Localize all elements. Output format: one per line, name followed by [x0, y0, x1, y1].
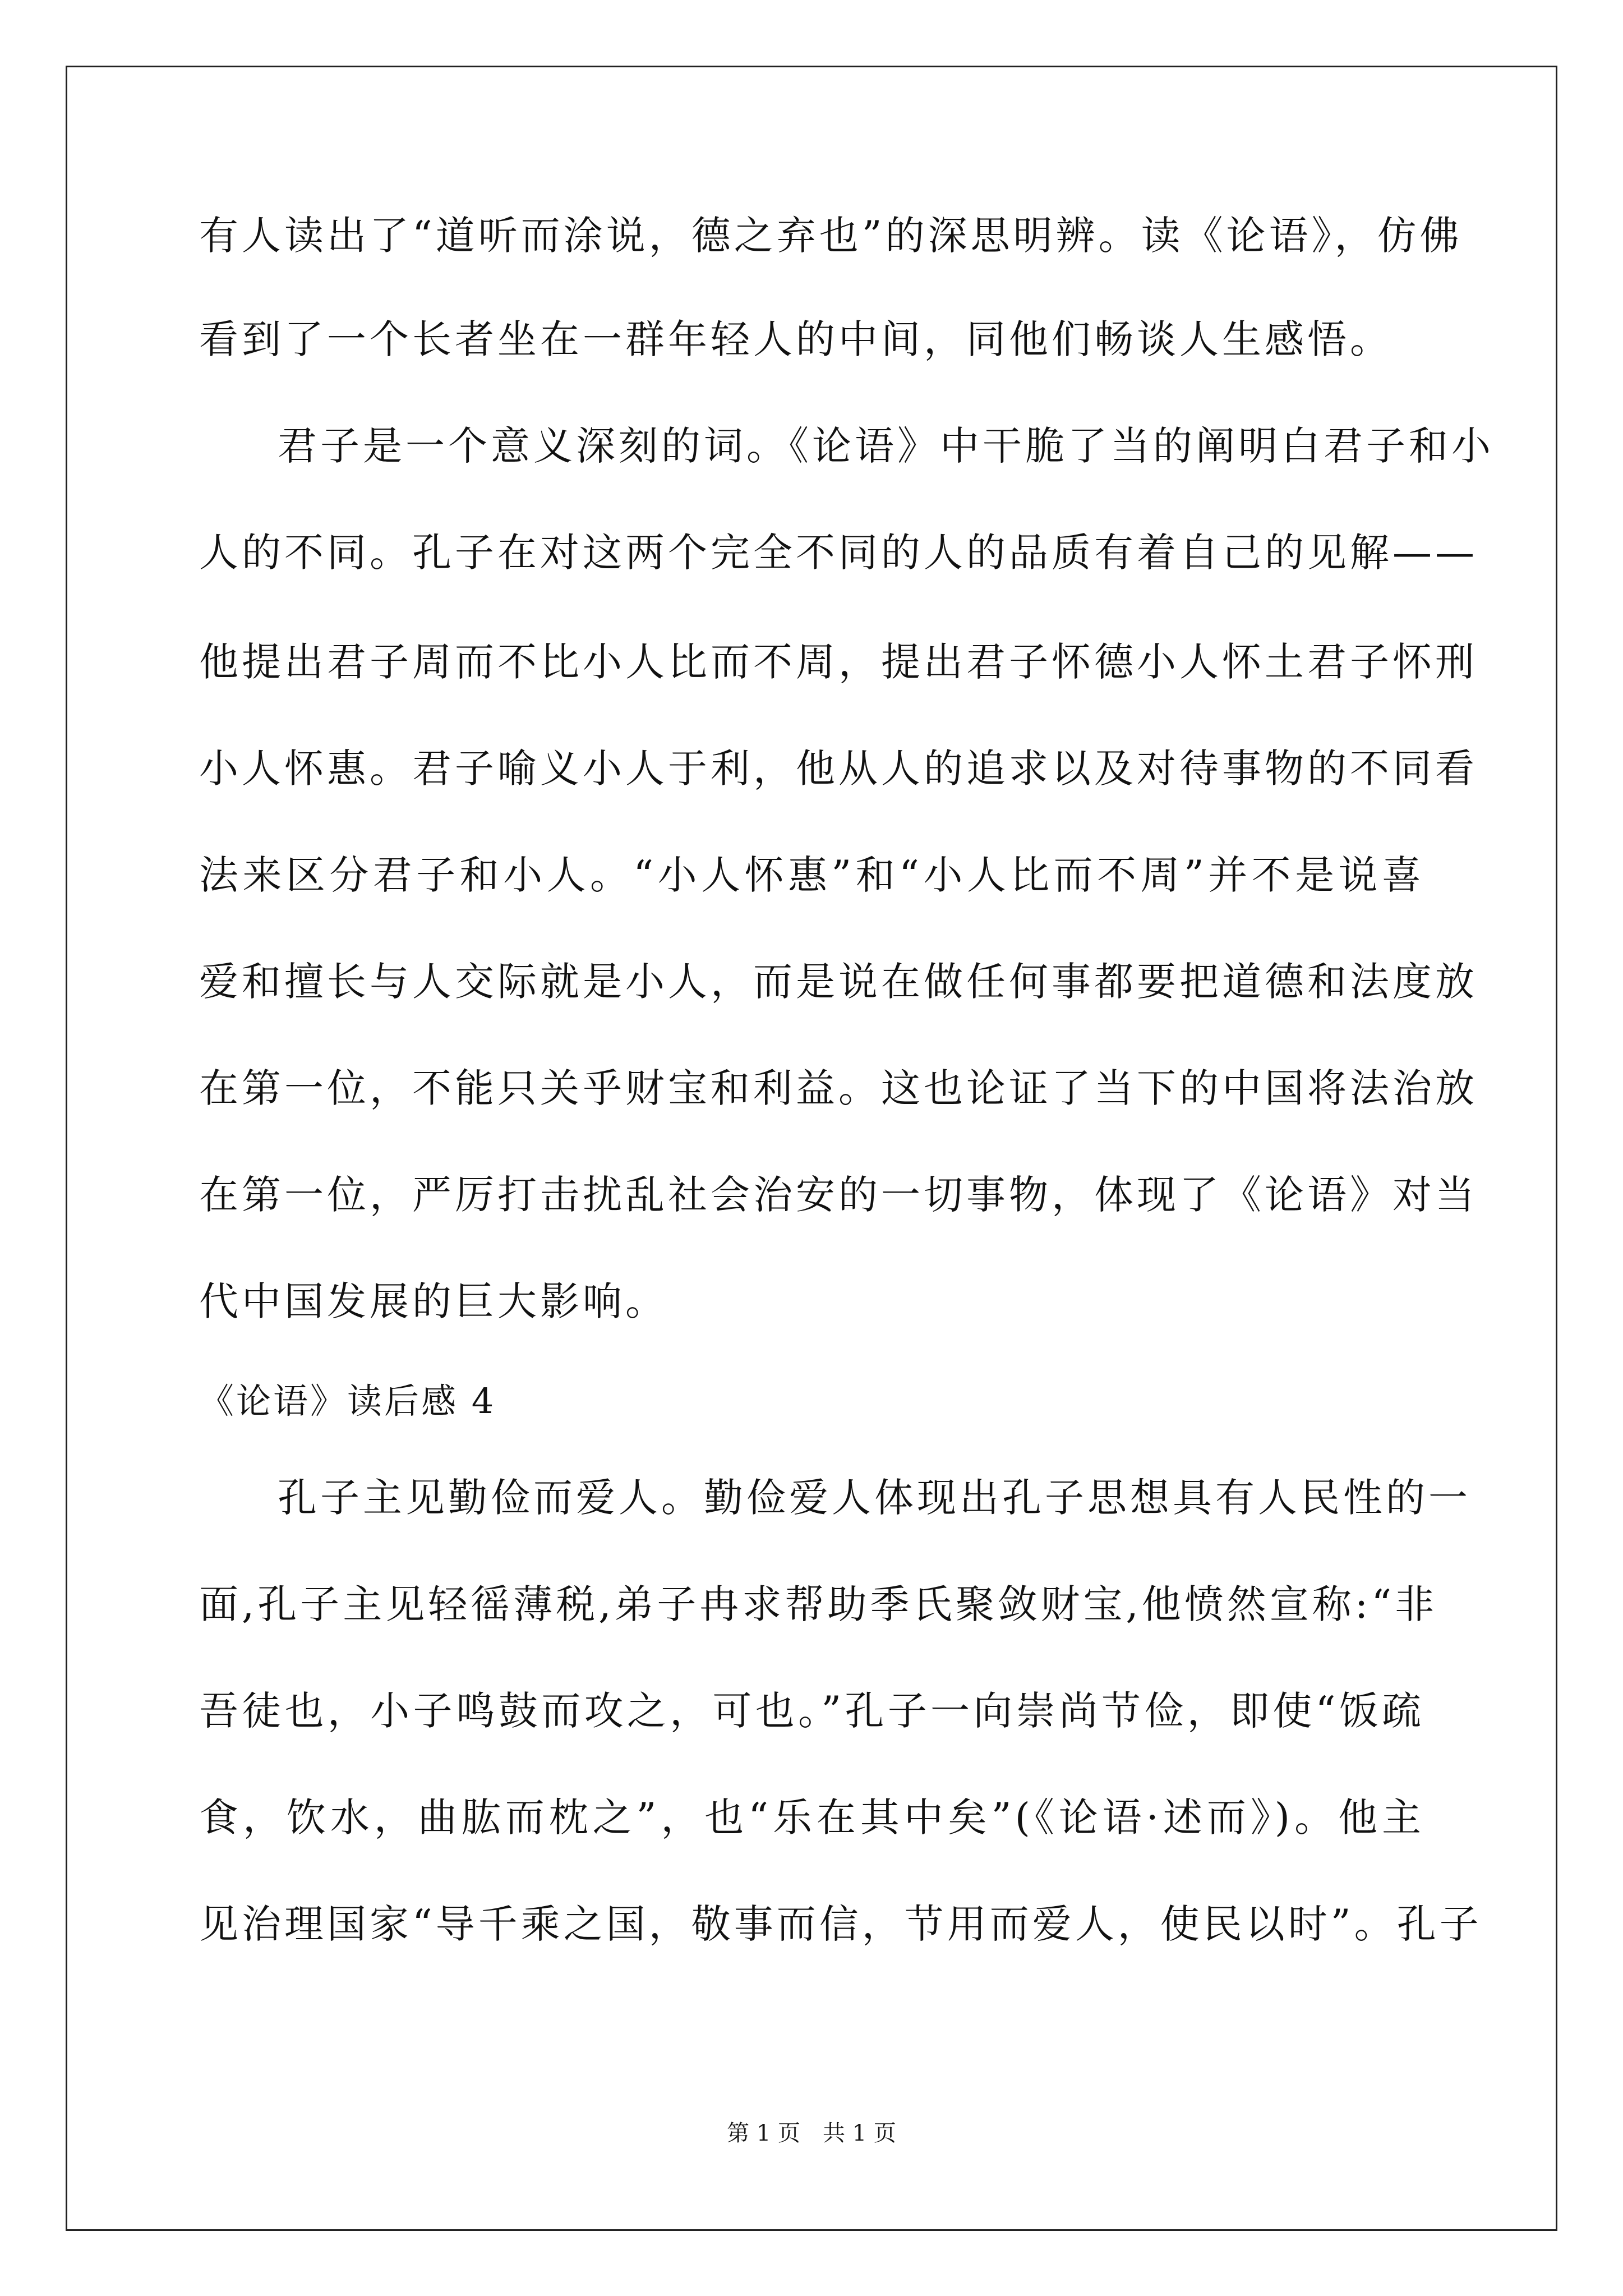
text-line: 君子是一个意义深刻的词。《论语》中干脆了当的阐明白君子和小 — [278, 423, 1494, 469]
text-line: 见治理国家“导千乘之国，敬事而信，节用而爱人，使民以时”。孔子 — [199, 1901, 1482, 1947]
text-line: 爱和擅长与人交际就是小人，而是说在做任何事都要把道德和法度放 — [199, 959, 1478, 1005]
text-line: 小人怀惠。君子喻义小人于利，他从人的追求以及对待事物的不同看 — [199, 746, 1478, 792]
text-line: 吾徒也，小子鸣鼓而攻之，可也。”孔子一向崇尚节俭，即使“饭疏 — [199, 1688, 1424, 1734]
text-line: 孔子主见勤俭而爱人。勤俭爱人体现出孔子思想具有人民性的一 — [278, 1475, 1471, 1521]
text-line: 人的不同。孔子在对这两个完全不同的人的品质有着自己的见解—— — [199, 530, 1478, 576]
text-line: 他提出君子周而不比小人比而不周，提出君子怀德小人怀土君子怀刑 — [199, 639, 1478, 685]
text-line: 食，饮水，曲肱而枕之”，也“乐在其中矣”(《论语·述而》)。他主 — [199, 1795, 1424, 1841]
text-line: 法来区分君子和小人。“小人怀惠”和“小人比而不周”并不是说喜 — [199, 852, 1424, 898]
text-line: 看到了一个长者坐在一群年轻人的中间，同他们畅谈人生感悟。 — [199, 316, 1393, 362]
section-heading: 《论语》读后感 4 — [199, 1381, 496, 1421]
text-line: 有人读出了“道听而涂说，德之弃也”的深思明辨。读《论语》，仿佛 — [199, 213, 1463, 259]
text-line: 在第一位，不能只关乎财宝和利益。这也论证了当下的中国将法治放 — [199, 1065, 1478, 1111]
text-line: 代中国发展的巨大影响。 — [199, 1278, 668, 1324]
text-line: 在第一位，严厉打击扰乱社会治安的一切事物，体现了《论语》对当 — [199, 1172, 1478, 1218]
page-number-footer: 第 1 页 共 1 页 — [727, 2120, 896, 2146]
text-line: 面,孔子主见轻徭薄税,弟子冉求帮助季氏聚敛财宝,他愤然宣称:“非 — [199, 1581, 1438, 1627]
